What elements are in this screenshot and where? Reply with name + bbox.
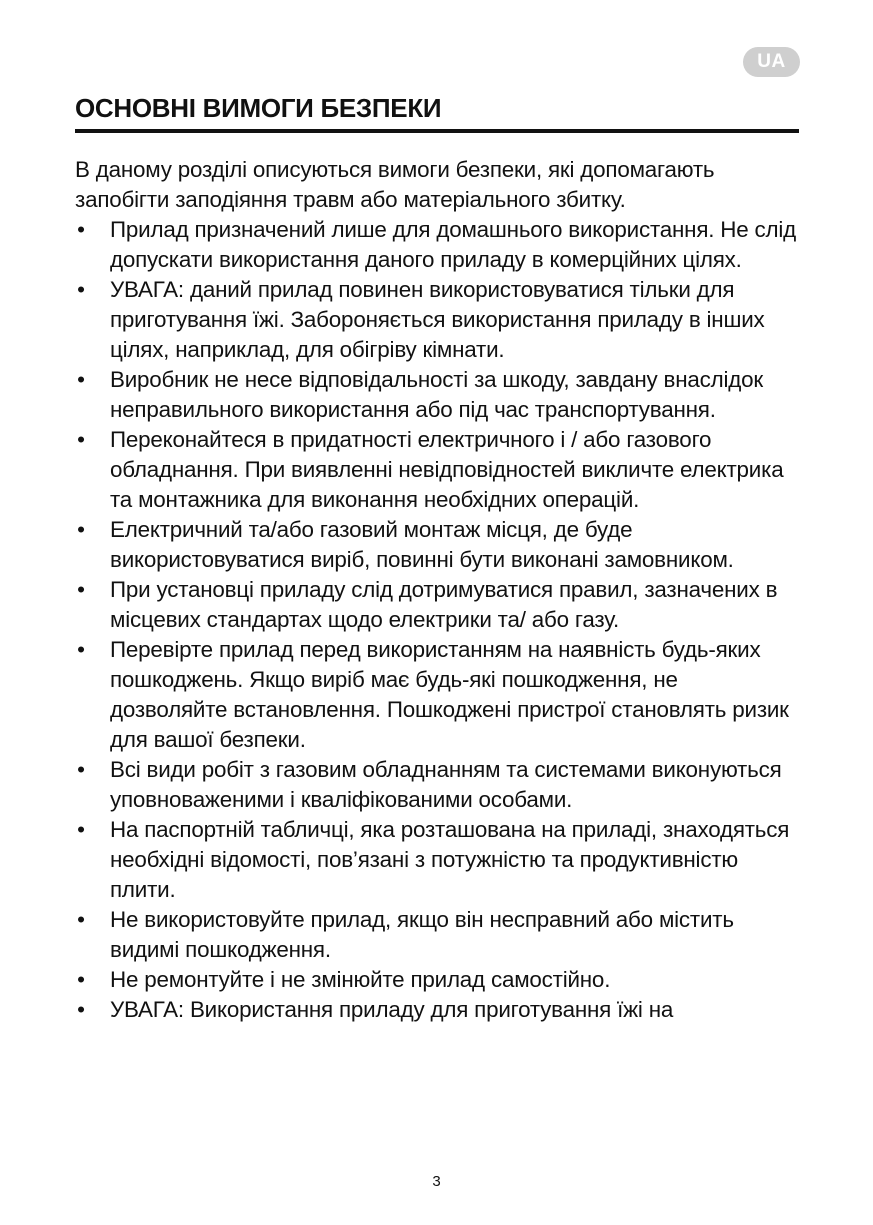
list-item: [75, 215, 799, 275]
list-item-text: УВАГА: Використання приладу для приготування їжі на: [110, 997, 674, 1022]
list-item-text: Електричний та/або газовий монтаж місця, де буде використовуватися виріб, повинні бути виконані замовником.: [110, 517, 734, 572]
list-item: [75, 425, 799, 515]
bullet-icon: •: [77, 577, 85, 602]
list-item-text: На паспортній табличці, яка розташована на приладі, знаходяться необхідні відомості, пов’язані з потужністю та продуктивністю плити.: [110, 817, 790, 902]
safety-requirements-section: [75, 155, 799, 1025]
list-item-text: Не ремонтуйте і не змінюйте прилад самостійно.: [110, 967, 611, 992]
list-item: [75, 635, 799, 755]
bullet-icon: •: [77, 367, 85, 392]
list-item-text: Виробник не несе відповідальності за шкоду, завдану внаслідок неправильного використання або під час транспортування.: [110, 367, 763, 422]
list-item-text: Не використовуйте прилад, якщо він несправний або містить видимі пошкодження.: [110, 907, 734, 962]
list-item: [75, 995, 799, 1025]
bullet-icon: •: [77, 997, 85, 1022]
page-number: 3: [432, 1173, 441, 1190]
list-item: [75, 515, 799, 575]
list-item: [75, 275, 799, 365]
list-item: [75, 755, 799, 815]
intro-paragraph: В даному розділі описуються вимоги безпеки, які допомагають запобігти заподіяння травм або матеріального збитку.: [75, 157, 715, 212]
list-item: [75, 965, 799, 995]
list-item-text: Перевірте прилад перед використанням на наявність будь-яких пошкоджень. Якщо виріб має будь-які пошкодження, не дозволяйте встановлення. Пошкоджені пристрої становлять ризик для вашої безпеки.: [110, 637, 789, 752]
bullet-icon: •: [77, 517, 85, 542]
safety-list: [75, 215, 799, 1025]
list-item: [75, 905, 799, 965]
bullet-icon: •: [77, 217, 85, 242]
page-title: ОСНОВНІ ВИМОГИ БЕЗПЕКИ: [75, 93, 442, 123]
bullet-icon: •: [77, 277, 85, 302]
list-item: [75, 575, 799, 635]
list-item: [75, 815, 799, 905]
list-item-text: Прилад призначений лише для домашнього використання. Не слід допускати використання даного приладу в комерційних цілях.: [110, 217, 797, 272]
bullet-icon: •: [77, 427, 85, 452]
list-item: [75, 365, 799, 425]
bullet-icon: •: [77, 967, 85, 992]
bullet-icon: •: [77, 817, 85, 842]
language-badge: UA: [743, 47, 800, 77]
title-divider: [75, 129, 799, 133]
list-item-text: УВАГА: даний прилад повинен використовуватися тільки для приготування їжі. Забороняється використання приладу в інших цілях, наприклад, для обігріву кімнати.: [110, 277, 765, 362]
list-item-text: Переконайтеся в придатності електричного і / або газового обладнання. При виявленні невідповідностей викличте електрика та монтажника для виконання необхідних операцій.: [110, 427, 784, 512]
bullet-icon: •: [77, 907, 85, 932]
list-item-text: Всі види робіт з газовим обладнанням та системами виконуються уповноваженими і кваліфікованими особами.: [110, 757, 782, 812]
bullet-icon: •: [77, 757, 85, 782]
list-item-text: При установці приладу слід дотримуватися правил, зазначених в місцевих стандартах щодо електрики та/ або газу.: [110, 577, 778, 632]
bullet-icon: •: [77, 637, 85, 662]
